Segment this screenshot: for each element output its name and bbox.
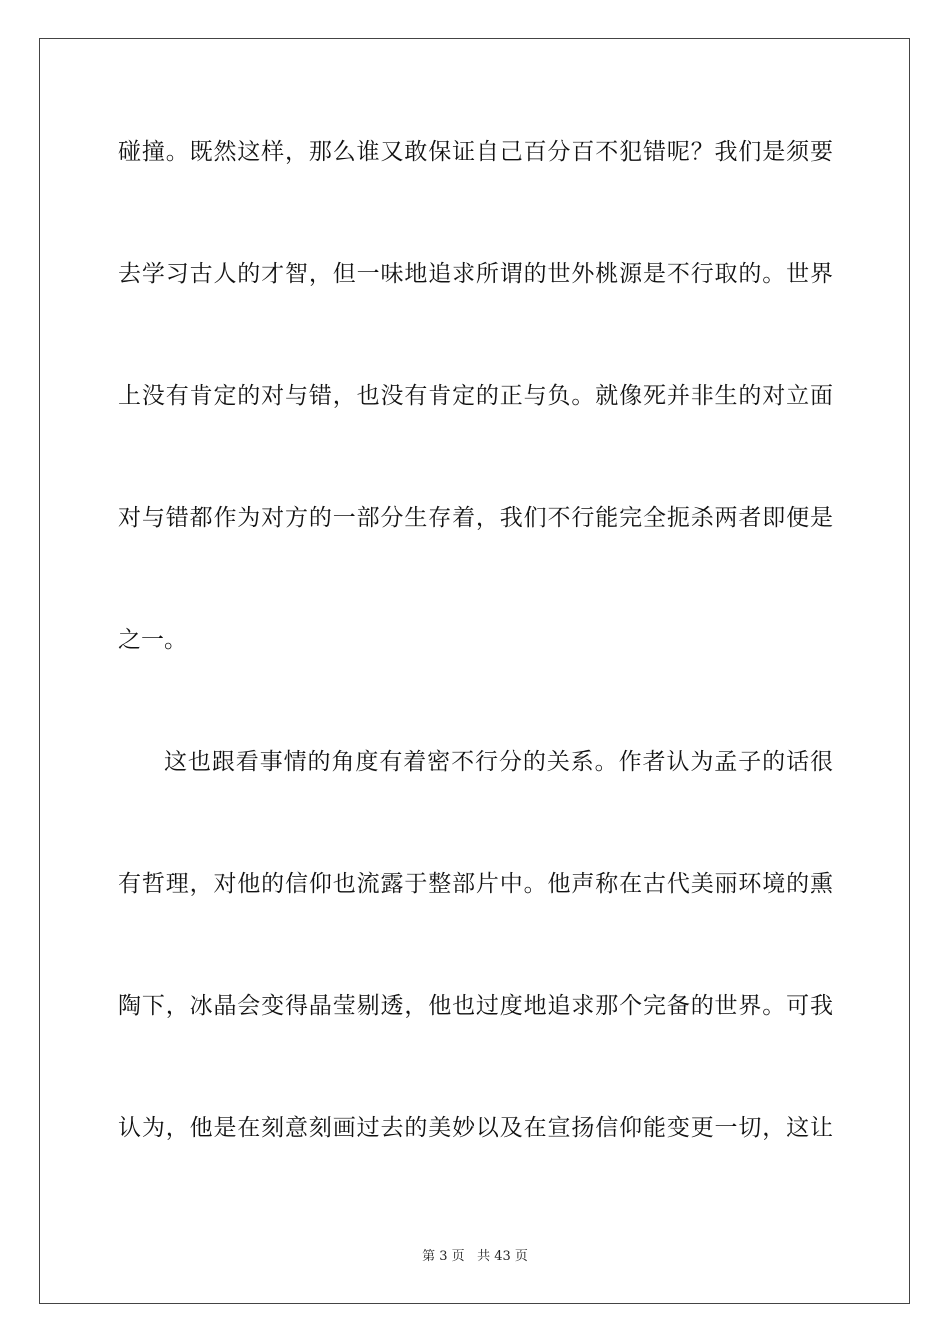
page-total: 共 43 页 (477, 1249, 528, 1264)
text-line: 陶下，冰晶会变得晶莹剔透，他也过度地追求那个完备的世界。可我 (118, 993, 833, 1019)
text-line: 碰撞。既然这样，那么谁又敢保证自己百分百不犯错呢？我们是须要 (118, 139, 833, 165)
paragraph-first-line: 这也跟看事情的角度有着密不行分的关系。作者认为孟子的话很 (164, 749, 833, 775)
page-number: 第 3 页 (422, 1249, 465, 1264)
text-line: 去学习古人的才智，但一味地追求所谓的世外桃源是不行取的。世界 (118, 261, 833, 287)
text-line: 对与错都作为对方的一部分生存着，我们不行能完全扼杀两者即便是 (118, 505, 833, 531)
page-footer (0, 1249, 950, 1265)
text-line: 之一。 (118, 627, 187, 653)
text-line: 认为，他是在刻意刻画过去的美妙以及在宣扬信仰能变更一切，这让 (118, 1115, 833, 1141)
text-line: 有哲理，对他的信仰也流露于整部片中。他声称在古代美丽环境的熏 (118, 871, 833, 897)
text-line: 上没有肯定的对与错，也没有肯定的正与负。就像死并非生的对立面 (118, 383, 833, 409)
